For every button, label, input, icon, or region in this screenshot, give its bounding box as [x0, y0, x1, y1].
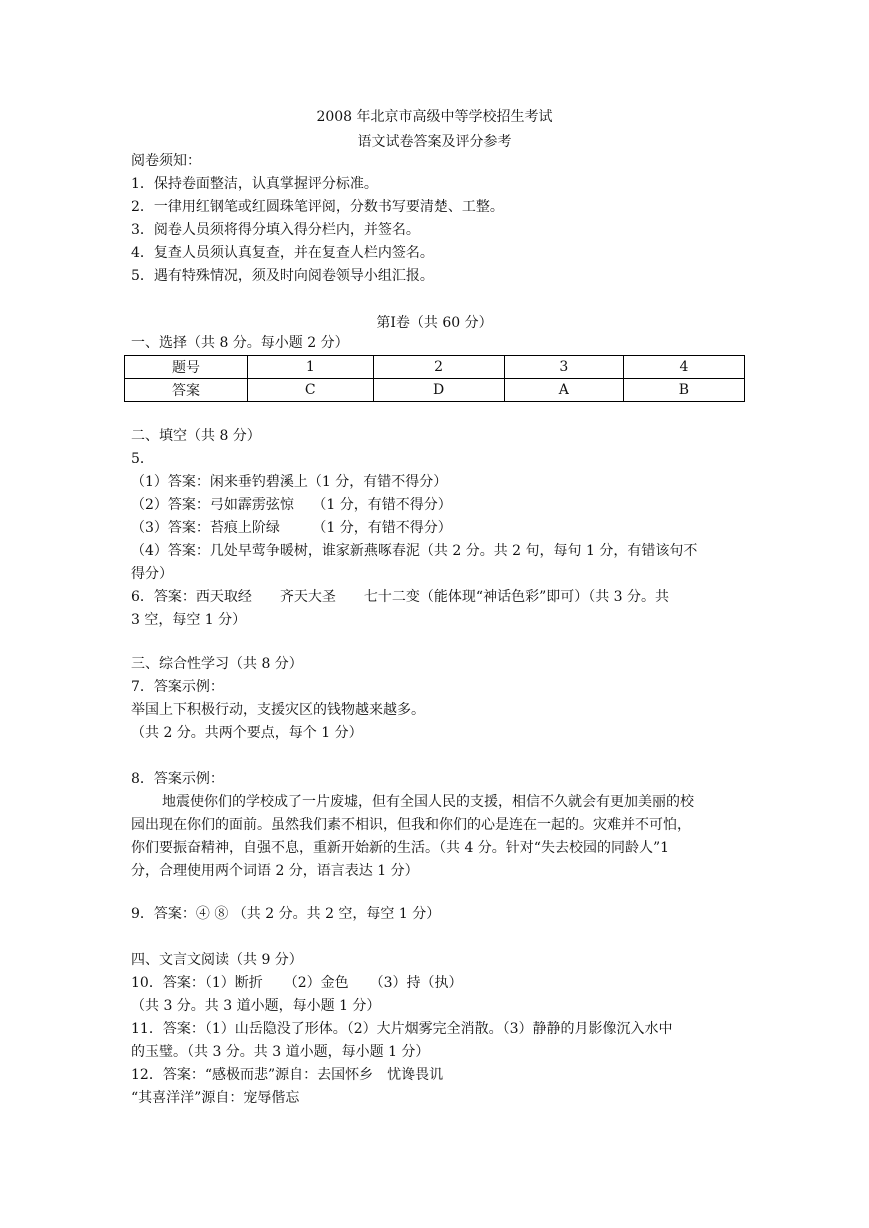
table-row: [125, 356, 745, 379]
answer-cell: A: [504, 379, 623, 402]
document-title: 2008 年北京市高级中等学校招生考试: [316, 109, 553, 125]
notice-item: 5．遇有特殊情况，须及时向阅卷领导小组汇报。: [131, 268, 434, 284]
notice-item: 1．保持卷面整洁，认真掌握评分标准。: [131, 176, 378, 192]
question-number-cell: 2: [373, 356, 504, 379]
section2-heading: 二、填空（共 8 分）: [131, 428, 261, 444]
q7-answer: 举国上下积极行动，支援灾区的钱物越来越多。: [131, 702, 425, 718]
q6-answer-line: 3 空，每空 1 分）: [131, 612, 247, 628]
answer-cell: D: [373, 379, 504, 402]
table-row: [125, 379, 745, 402]
question-number-cell: 3: [504, 356, 623, 379]
q9-answer: 9．答案：④ ⑧ （共 2 分。共 2 空，每空 1 分）: [131, 906, 441, 922]
section1-heading: 一、选择（共 8 分。每小题 2 分）: [131, 335, 349, 351]
classical-answer-line: 的玉璧。（共 3 分。共 3 道小题，每小题 1 分）: [131, 1044, 430, 1060]
q5-answer-line: （1）答案：闲来垂钓碧溪上（1 分，有错不得分）: [131, 474, 448, 490]
classical-answer-line: 11．答案：（1）山岳隐没了形体。（2）大片烟雾完全消散。（3）静静的月影像沉入水中: [131, 1021, 673, 1037]
q8-answer-line: 地震使你们的学校成了一片废墟，但有全国人民的支援，相信不久就会有更加美丽的校: [162, 794, 694, 810]
notice-heading: 阅卷须知：: [131, 153, 201, 169]
section4-heading: 四、文言文阅读（共 9 分）: [131, 952, 303, 968]
answer-cell: C: [248, 379, 374, 402]
row-label-number: 题号: [125, 356, 248, 379]
q7-score: （共 2 分。共两个要点，每个 1 分）: [131, 725, 363, 741]
q5-answer-line: （4）答案：几处早莺争暖树，谁家新燕啄春泥（共 2 分。共 2 句，每句 1 分，有错该句不: [131, 543, 698, 559]
part1-title: 第Ⅰ卷（共 60 分）: [376, 315, 493, 331]
document-subtitle: 语文试卷答案及评分参考: [357, 134, 512, 150]
q8-label: 8．答案示例：: [131, 771, 224, 787]
notice-item: 3．阅卷人员须将得分填入得分栏内，并签名。: [131, 222, 420, 238]
section3-heading: 三、综合性学习（共 8 分）: [131, 656, 303, 672]
question-number-cell: 4: [623, 356, 744, 379]
q5-answer-line: （2）答案：弓如霹雳弦惊 （1 分，有错不得分）: [131, 497, 452, 513]
question-number-cell: 1: [248, 356, 374, 379]
q8-answer-line: 园出现在你们的面前。虽然我们素不相识，但我和你们的心是连在一起的。灾难并不可怕，: [131, 817, 691, 833]
notice-item: 2．一律用红钢笔或红圆珠笔评阅，分数书写要清楚、工整。: [131, 199, 504, 215]
q5-answer-line: （3）答案：苔痕上阶绿 （1 分，有错不得分）: [131, 520, 452, 536]
q8-answer-line: 分，合理使用两个词语 2 分，语言表达 1 分）: [131, 863, 419, 879]
classical-answer-line: 12．答案：“感极而悲”源自：去国怀乡 忧谗畏讥: [131, 1067, 444, 1083]
classical-answer-line: 10．答案：（1）断折 （2）金色 （3）持（执）: [131, 975, 463, 991]
row-label-answer: 答案: [125, 379, 248, 402]
q8-answer-line: 你们要振奋精神，自强不息，重新开始新的生活。（共 4 分。针对“失去校园的同龄人”1: [131, 840, 670, 856]
notice-item: 4．复查人员须认真复查，并在复查人栏内签名。: [131, 245, 434, 261]
answer-cell: B: [623, 379, 744, 402]
classical-answer-line: （共 3 分。共 3 道小题，每小题 1 分）: [131, 998, 381, 1014]
q6-answer-line: 6．答案：西天取经 齐天大圣 七十二变（能体现“神话色彩”即可）（共 3 分。共: [131, 589, 670, 605]
classical-answer-line: “其喜洋洋”源自：宠辱偕忘: [131, 1090, 300, 1106]
choice-answer-table: [124, 355, 745, 402]
q7-label: 7．答案示例：: [131, 679, 224, 695]
q5-label: 5．: [131, 451, 154, 467]
q5-answer-line: 得分）: [131, 566, 173, 582]
